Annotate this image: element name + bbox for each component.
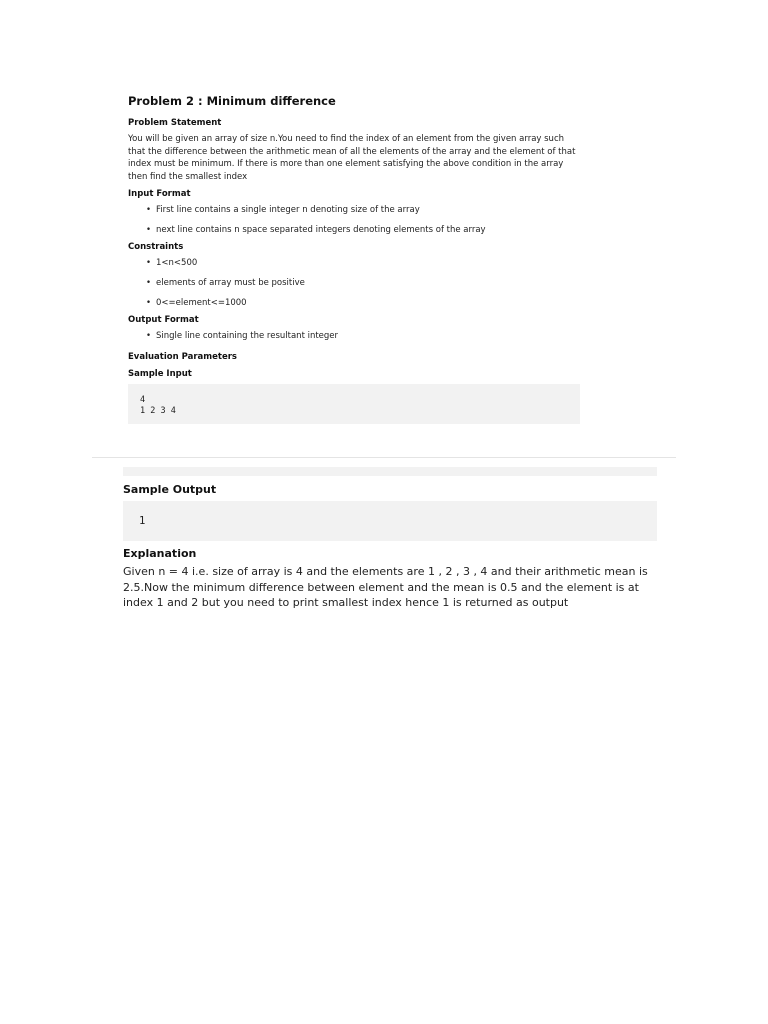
list-item-text: Single line containing the resultant integer (156, 331, 339, 341)
list-item-text: First line contains a single integer n denoting size of the array (156, 205, 420, 215)
sample-output-value: 1 (139, 515, 146, 527)
problem-title: Problem 2 : Minimum difference (128, 94, 336, 108)
list-item (146, 278, 580, 288)
sample-input-line: 1 2 3 4 (140, 406, 176, 416)
evaluation-parameters-heading: Evaluation Parameters (128, 352, 237, 362)
list-item (146, 331, 580, 341)
bullet-icon: • (146, 205, 152, 215)
list-item-text: next line contains n space separated integers denoting elements of the array (156, 225, 486, 235)
sample-input-line: 4 (140, 395, 146, 405)
bullet-icon: • (146, 331, 152, 341)
list-item-text: elements of array must be positive (156, 278, 305, 288)
explanation-heading: Explanation (123, 547, 197, 560)
code-block-continuation (123, 467, 657, 476)
list-item (146, 205, 580, 215)
input-format-list (128, 205, 580, 235)
document-page-lower (123, 467, 657, 611)
bullet-icon: • (146, 258, 152, 268)
problem-statement-text: You will be given an array of size n.You need to find the index of an element from the given array such that the difference between the arithmetic mean of all the elements of the array and the element of that index must be minimum. If there is more than one element satisfying the above condition in the array then find the smallest index (128, 134, 576, 182)
problem-statement-heading: Problem Statement (128, 118, 222, 128)
sample-input-heading: Sample Input (128, 369, 192, 379)
list-item-text: 0<=element<=1000 (156, 298, 247, 308)
bullet-icon: • (146, 278, 152, 288)
page-divider (92, 457, 676, 458)
constraints-heading: Constraints (128, 242, 184, 252)
explanation-text: Given n = 4 i.e. size of array is 4 and the elements are 1 , 2 , 3 , 4 and their arithmetic mean is 2.5.Now the minimum difference between element and the mean is 0.5 and the element is at index 1 and 2 but you need to print smallest index hence 1 is returned as output (123, 565, 648, 609)
list-item (146, 258, 580, 268)
output-format-heading: Output Format (128, 315, 199, 325)
sample-output-code-block (123, 501, 657, 541)
sample-output-heading: Sample Output (123, 483, 217, 496)
bullet-icon: • (146, 225, 152, 235)
list-item (146, 225, 580, 235)
sample-input-code-block (128, 384, 580, 424)
list-item (146, 298, 580, 308)
input-format-heading: Input Format (128, 189, 191, 199)
list-item-text: 1<n<500 (156, 258, 198, 268)
output-format-list (128, 331, 580, 341)
constraints-list (128, 258, 580, 308)
bullet-icon: • (146, 298, 152, 308)
document-page-upper (128, 94, 580, 424)
